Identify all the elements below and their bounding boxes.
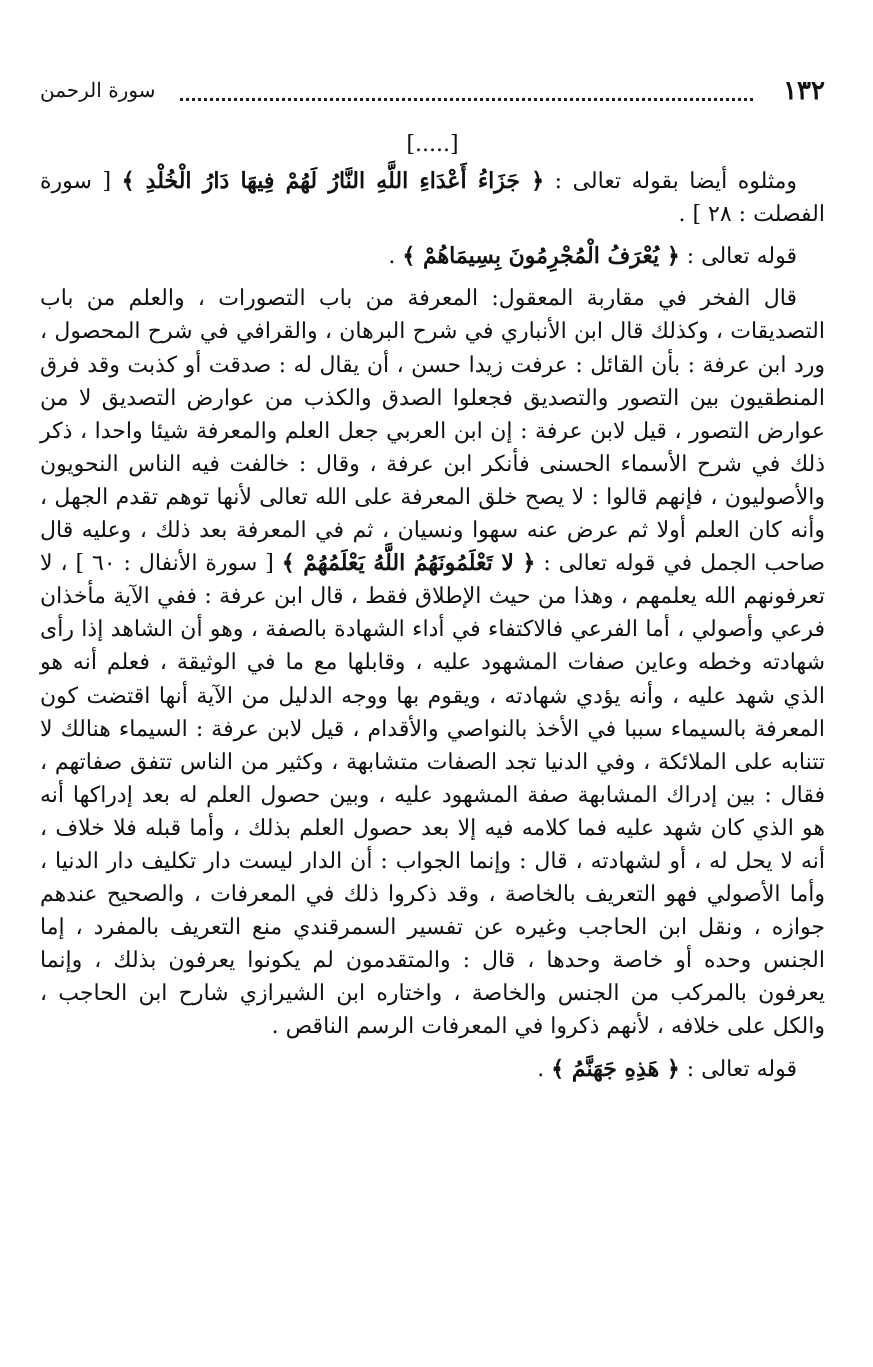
dotted-leader [180, 98, 753, 101]
paragraph-1-intro: ومثلوه أيضا بقوله تعالى : [544, 169, 797, 195]
paragraph-2-end: . [388, 244, 403, 270]
paragraph-1-citation: [ سورة الفصلت : ٢٨ ] . [40, 169, 825, 228]
paragraph-3 [40, 282, 825, 1043]
running-title: سورة الرحمن [40, 78, 156, 102]
paragraph-3-text-b: [ سورة الأنفال : ٦٠ ] ، لا تعرفونهم الله يعلمهم ، وهذا من حيث الإطلاق فقط ، قال ابن عرفة : ففي الآية مأخذان فرعي وأصولي ، أما الفرعي فالاكتفاء في أداء الشهادة بالصفة ، وهو أن الشاهد إذا رأى شهادته وخطه وعاين صفات المشهود عليه ، وقابلها مع ما في الوثيقة ، فعلم أنه هو الذي شهد عليه ، وأنه يؤدي شهادته ، ويقوم بها ووجه الدليل من الآية أنها اقتضت كون المعرفة بالسيماء سببا في الأخذ بالنواصي والأقدام ، قيل لابن عرفة : السيماء هنالك لا تتنابه على الملائكة ، وفي الدنيا تجد الصفات متشابهة ، وكثير من الناس تتفق صفاتهم ، فقال : بين إدراك المشابهة صفة المشهود عليه ، وبين حصول العلم له بعد إدراكها أنه هو الذي كان شهد عليه فما كلامه فيه إلا بعد حصول العلم بذلك ، وأما قبله فلا خلاف ، أنه لا يحل له ، أو لشهادته ، قال : وإنما الجواب : أن الدار ليست دار تكليف دار الدنيا ، وأما الأصولي فهو التعريف بالخاصة ، وقد ذكروا ذلك في المعرفات ، والصحيح عندهم جوازه ، ونقل ابن الحاجب وغيره عن تفسير السمرقندي منع التعريف بالمفرد ، إما الجنس وحده أو خاصة وحدها ، قال : والمتقدمون لم يكونوا يعرفون بذلك ، وإنما يعرفون بالمركب من الجنس والخاصة ، واختاره ابن الشيرازي شارح ابن الحاجب ، والكل على خلافه ، لأنهم ذكروا في المعرفات الرسم الناقص . [40, 551, 825, 1040]
quran-verse-4: ﴿ هَذِهِ جَهَنَّمُ ﴾ [551, 1055, 680, 1082]
paragraph-1 [40, 165, 825, 231]
quran-verse-3: ﴿ لا تَعْلَمُونَهُمُ اللَّهُ يَعْلَمُهُمْ ﴾ [281, 550, 536, 577]
omission-marker: [.....] [406, 132, 459, 157]
paragraph-3-text-a: قال الفخر في مقاربة المعقول: المعرفة من باب التصورات ، والعلم من باب التصديقات ، وكذلك قال ابن الأنباري في شرح البرهان ، والقرافي في شرح المحصول ، ورد ابن عرفة : بأن القائل : عرفت زيدا حسن ، أن يقال له : صدقت أو كذبت وقد فرق المنطقيون بين التصور والتصديق فجعلوا الصدق والكذب من عوارض التصديق لا من عوارض التصور ، قيل لابن عرفة : إن ابن العربي جعل العلم والمعرفة شيئا واحدا ، ذكر ذلك في شرح الأسماء الحسنى فأنكر ابن عرفة ، وقال : خالفت فيه الناس النحويون والأصوليون ، فإنهم قالوا : لا يصح خلق المعرفة على الله تعالى لأنها توهم تقدم الجهل ، وأنه كان العلم أولا ثم عرض عنه سهوا ونسيان ، ثم في المعرفة بعد ذلك ، وعليه قال صاحب الجمل في قوله تعالى : [40, 286, 825, 577]
paragraph-4 [40, 1053, 825, 1086]
quran-verse-2: ﴿ يُعْرَفُ الْمُجْرِمُونَ بِسِيمَاهُمْ ﴾ [402, 243, 680, 270]
paragraph-2-intro: قوله تعالى : [679, 244, 797, 270]
paragraph-4-intro: قوله تعالى : [679, 1056, 797, 1082]
page-header [40, 70, 825, 110]
quran-verse-1: ﴿ جَزَاءُ أَعْدَاءِ اللَّهِ النَّارُ لَهُمْ فِيهَا دَارُ الْخُلْدِ ﴾ [121, 168, 545, 195]
paragraph-2 [40, 240, 825, 273]
page-number: ١٣٢ [783, 76, 825, 106]
paragraph-4-end: . [537, 1056, 552, 1082]
page-body [40, 128, 825, 1086]
